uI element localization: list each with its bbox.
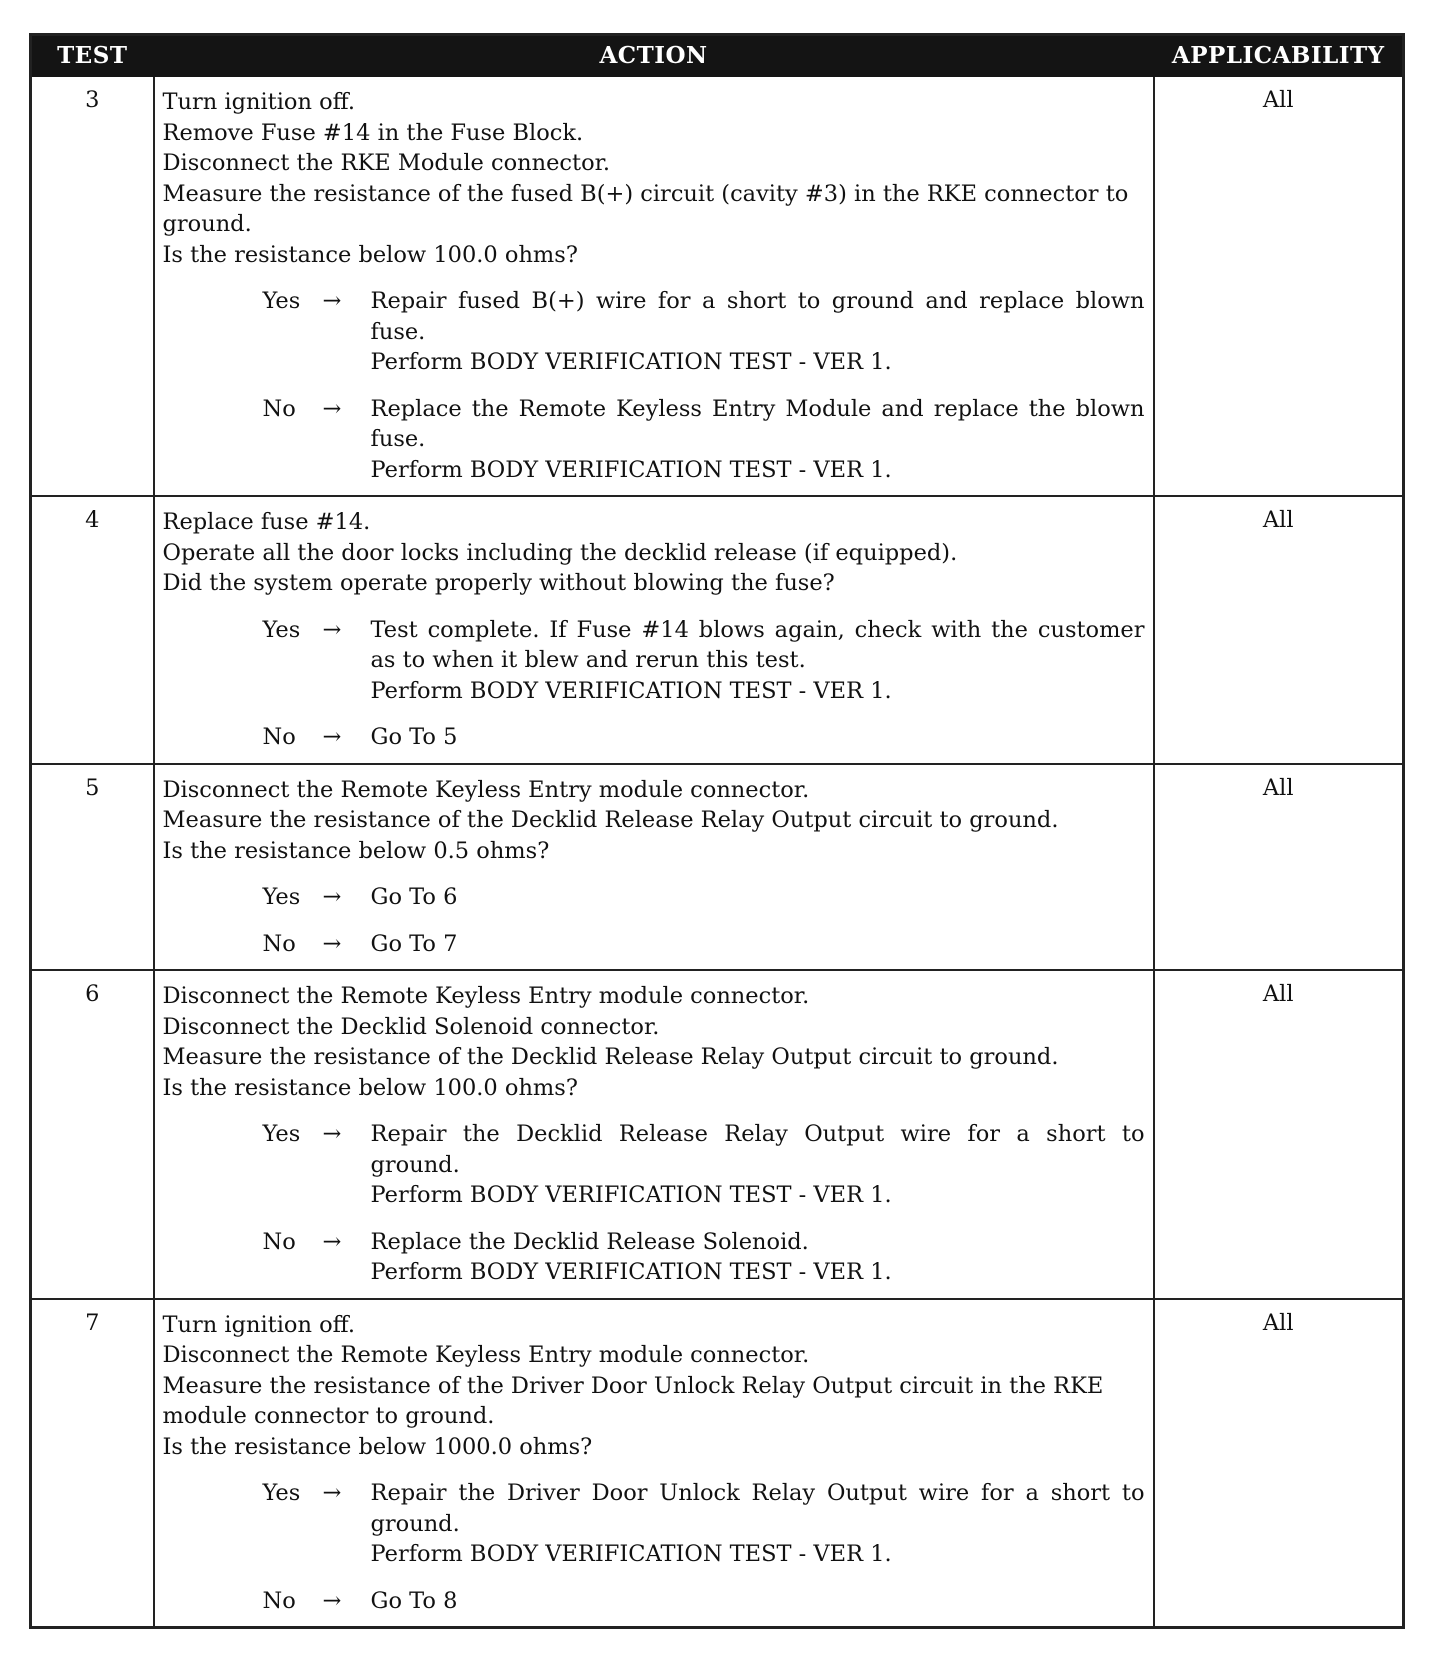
- result-line: Go To 8: [370, 1587, 458, 1614]
- applicability-cell: All: [1154, 1299, 1404, 1628]
- arrow-icon: →: [322, 1587, 342, 1614]
- test-number: 3: [31, 76, 154, 496]
- action-step: Measure the resistance of the fused B(+) circuit (cavity #3) in the RKE connector to ground.: [162, 180, 1129, 237]
- no-outcome: [263, 1586, 1145, 1617]
- result-line: Replace the Remote Keyless Entry Module and replace the blown fuse.: [370, 395, 1145, 452]
- applicability-cell: All: [1154, 496, 1404, 764]
- result-line: Perform BODY VERIFICATION TEST - VER 1.: [370, 456, 892, 483]
- header-test: TEST: [31, 35, 154, 77]
- test-number: 6: [31, 970, 154, 1299]
- result-line: Go To 6: [370, 884, 458, 910]
- no-label: No: [262, 724, 296, 750]
- result-line: Perform BODY VERIFICATION TEST - VER 1.: [370, 1541, 892, 1567]
- action-step: Measure the resistance of the Decklid Release Relay Output circuit to ground.: [162, 1044, 1059, 1070]
- yes-outcome: [263, 882, 1145, 913]
- table-row: [31, 496, 1404, 764]
- action-cell: [154, 970, 1154, 1299]
- applicability-cell: All: [1154, 764, 1404, 971]
- action-step: Disconnect the Decklid Solenoid connector.: [162, 1013, 660, 1040]
- diagnostic-table: [29, 33, 1405, 1629]
- yes-result: [371, 286, 1145, 378]
- table-body: [31, 76, 1404, 1628]
- action-step: Is the resistance below 0.5 ohms?: [162, 837, 550, 864]
- action-cell: [154, 496, 1154, 764]
- header-action: ACTION: [154, 35, 1154, 77]
- action-step: Turn ignition off.: [162, 1311, 355, 1338]
- yes-result: [371, 615, 1145, 707]
- no-outcome: [263, 394, 1145, 486]
- no-label: No: [262, 1587, 296, 1614]
- yes-label: Yes: [262, 1121, 301, 1147]
- result-line: Replace the Decklid Release Solenoid.: [370, 1228, 809, 1255]
- result-line: Perform BODY VERIFICATION TEST - VER 1.: [370, 349, 892, 375]
- action-step: Is the resistance below 100.0 ohms?: [162, 241, 578, 268]
- arrow-icon: →: [322, 395, 342, 422]
- no-result: [371, 1586, 1145, 1617]
- no-label: No: [262, 930, 296, 957]
- yes-label: Yes: [262, 616, 301, 643]
- yes-label: Yes: [262, 884, 301, 910]
- result-line: Repair the Decklid Release Relay Output wire for a short to ground.: [370, 1121, 1145, 1178]
- result-line: Repair fused B(+) wire for a short to ground and replace blown fuse.: [370, 288, 1145, 345]
- arrow-icon: →: [322, 1480, 342, 1506]
- action-step: Did the system operate properly without blowing the fuse?: [162, 570, 835, 596]
- no-label: No: [262, 1228, 296, 1255]
- yes-outcome: [263, 1119, 1145, 1211]
- test-number: 4: [31, 496, 154, 764]
- arrow-icon: →: [322, 724, 342, 750]
- no-result: [371, 394, 1145, 486]
- yes-result: [371, 1119, 1145, 1211]
- diagnostic-test-sheet: [29, 33, 1402, 1629]
- table-row: [31, 1299, 1404, 1628]
- no-outcome: [263, 929, 1145, 960]
- action-step: Disconnect the Remote Keyless Entry module connector.: [162, 1342, 810, 1368]
- header-row: [31, 35, 1404, 77]
- arrow-icon: →: [322, 288, 342, 314]
- action-step: Remove Fuse #14 in the Fuse Block.: [162, 119, 584, 146]
- action-step: Replace fuse #14.: [162, 509, 371, 535]
- test-number: 5: [31, 764, 154, 971]
- table-row: [31, 76, 1404, 496]
- action-step: Disconnect the Remote Keyless Entry module connector.: [162, 776, 810, 803]
- result-line: Perform BODY VERIFICATION TEST - VER 1.: [370, 1182, 892, 1208]
- table-row: [31, 764, 1404, 971]
- action-cell: [154, 1299, 1154, 1628]
- result-line: Test complete. If Fuse #14 blows again, check with the customer as to when it blew and rerun this test.: [370, 616, 1145, 673]
- table-row: [31, 970, 1404, 1299]
- yes-result: [371, 882, 1145, 913]
- result-line: Repair the Driver Door Unlock Relay Output wire for a short to ground.: [370, 1480, 1145, 1537]
- action-step: Is the resistance below 1000.0 ohms?: [162, 1433, 593, 1460]
- arrow-icon: →: [322, 616, 342, 643]
- result-line: Go To 7: [370, 930, 458, 957]
- arrow-icon: →: [322, 884, 342, 910]
- action-cell: [154, 76, 1154, 496]
- no-result: [371, 722, 1145, 753]
- yes-result: [371, 1478, 1145, 1570]
- action-step: Turn ignition off.: [162, 89, 355, 115]
- applicability-cell: All: [1154, 970, 1404, 1299]
- result-line: Perform BODY VERIFICATION TEST - VER 1.: [370, 677, 892, 704]
- action-cell: [154, 764, 1154, 971]
- arrow-icon: →: [322, 930, 342, 957]
- yes-label: Yes: [262, 1480, 301, 1506]
- no-result: [371, 1227, 1145, 1288]
- action-step: Disconnect the RKE Module connector.: [162, 150, 611, 176]
- yes-outcome: [263, 1478, 1145, 1570]
- action-step: Disconnect the Remote Keyless Entry module connector.: [162, 983, 810, 1009]
- yes-label: Yes: [262, 288, 301, 314]
- arrow-icon: →: [322, 1121, 342, 1147]
- yes-outcome: [263, 615, 1145, 707]
- action-step: Measure the resistance of the Decklid Release Relay Output circuit to ground.: [162, 807, 1059, 833]
- action-step: Is the resistance below 100.0 ohms?: [162, 1074, 578, 1101]
- no-result: [371, 929, 1145, 960]
- result-line: Go To 5: [370, 724, 458, 750]
- applicability-cell: All: [1154, 76, 1404, 496]
- no-outcome: [263, 722, 1145, 753]
- no-outcome: [263, 1227, 1145, 1288]
- action-step: Operate all the door locks including the decklid release (if equipped).: [162, 539, 958, 566]
- no-label: No: [262, 395, 296, 422]
- result-line: Perform BODY VERIFICATION TEST - VER 1.: [370, 1259, 892, 1285]
- test-number: 7: [31, 1299, 154, 1628]
- yes-outcome: [263, 286, 1145, 378]
- arrow-icon: →: [322, 1228, 342, 1255]
- action-step: Measure the resistance of the Driver Door Unlock Relay Output circuit in the RKE module connector to ground.: [162, 1372, 1104, 1429]
- header-applicability: APPLICABILITY: [1154, 35, 1404, 77]
